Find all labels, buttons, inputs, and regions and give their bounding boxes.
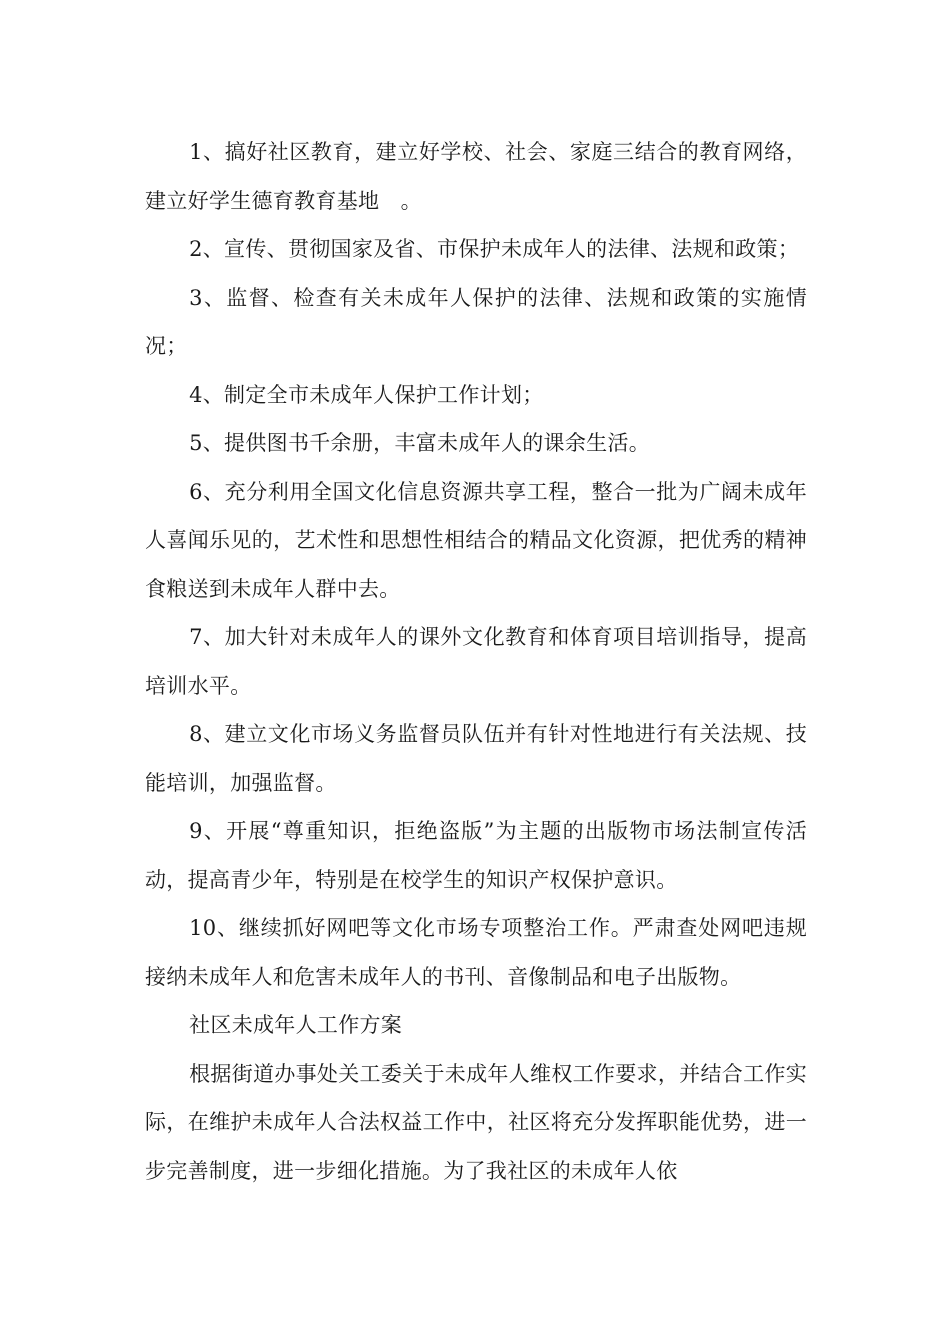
list-item-2: 2、宣传、贯彻国家及省、市保护未成年人的法律、法规和政策； [189, 237, 800, 261]
list-item-1: 1、搞好社区教育，建立好学校、社会、家庭三结合的教育网络，建立好学生德育教育基地 。 [145, 140, 807, 213]
list-item-7: 7、加大针对未成年人的课外文化教育和体育项目培训指导，提高培训水平。 [145, 625, 807, 698]
intro-paragraph: 根据街道办事处关工委关于未成年人维权工作要求，并结合工作实际，在维护未成年人合法权益工作中，社区将充分发挥职能优势，进一步完善制度，进一步细化措施。为了我社区的未成年人依 [145, 1061, 807, 1183]
list-item-10: 10、继续抓好网吧等文化市场专项整治工作。严肃查处网吧违规接纳未成年人和危害未成年人的书刊、音像制品和电子出版物。 [145, 916, 807, 989]
section-title: 社区未成年人工作方案 [189, 1013, 403, 1037]
list-item-5: 5、提供图书千余册，丰富未成年人的课余生活。 [189, 431, 651, 455]
list-item-3: 3、监督、检查有关未成年人保护的法律、法规和政策的实施情况； [145, 285, 807, 358]
list-item-6: 6、充分利用全国文化信息资源共享工程，整合一批为广阔未成年人喜闻乐见的，艺术性和思想性相结合的精品文化资源，把优秀的精神食粮送到未成年人群中去。 [145, 479, 807, 601]
list-item-8: 8、建立文化市场义务监督员队伍并有针对性地进行有关法规、技能培训，加强监督。 [145, 722, 807, 795]
list-item-9: 9、开展“尊重知识，拒绝盗版”为主题的出版物市场法制宣传活动，提高青少年，特别是在校学生的知识产权保护意识。 [145, 819, 807, 892]
document-body [145, 128, 807, 1195]
list-item-4: 4、制定全市未成年人保护工作计划； [189, 382, 544, 407]
